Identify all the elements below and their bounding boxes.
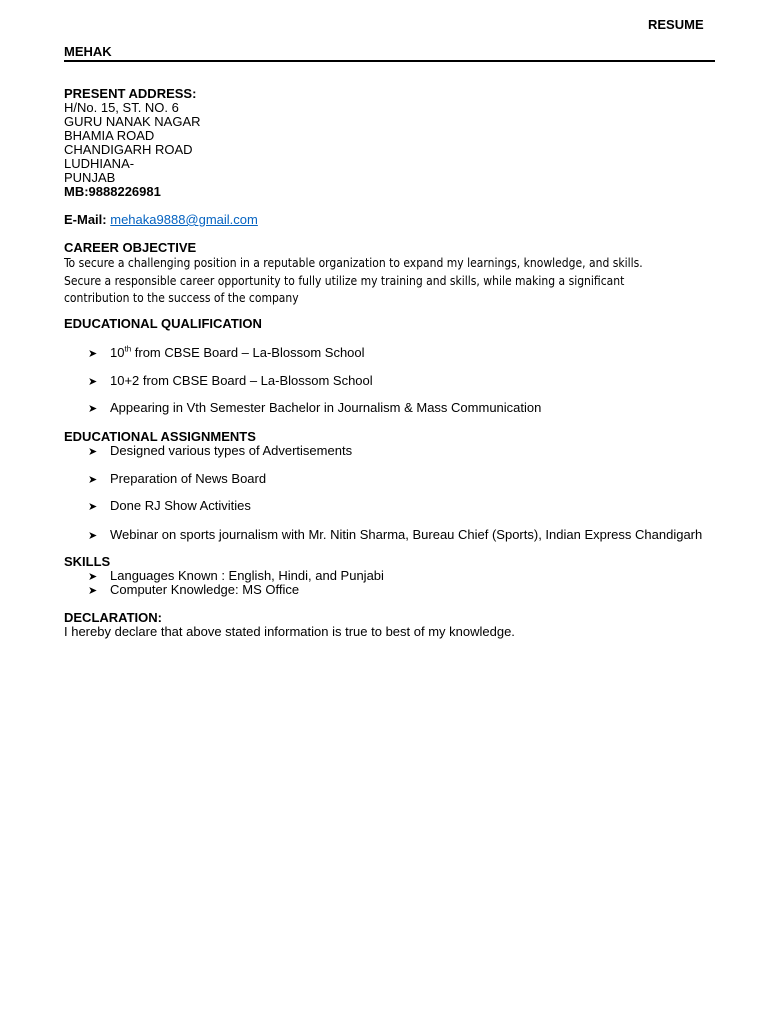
skill-item: ➤ Languages Known : English, Hindi, and Punjabi — [88, 568, 384, 583]
education-item: ➤ 10+2 from CBSE Board – La-Blossom School — [88, 373, 373, 388]
assignments-heading: EDUCATIONAL ASSIGNMENTS — [64, 429, 256, 444]
arrowhead-bullet-icon: ➤ — [88, 585, 98, 597]
address-line: CHANDIGARH ROAD — [64, 142, 193, 157]
candidate-name: MEHAK — [64, 44, 112, 59]
arrowhead-bullet-icon: ➤ — [88, 446, 98, 458]
declaration-heading: DECLARATION: — [64, 610, 162, 625]
skill-item: ➤ Computer Knowledge: MS Office — [88, 582, 300, 597]
assignment-item: ➤ Preparation of News Board — [88, 471, 267, 486]
education-heading: EDUCATIONAL QUALIFICATION — [64, 316, 262, 331]
career-objective-text — [64, 255, 714, 308]
mobile-number: MB:9888226981 — [64, 184, 161, 199]
education-item: ➤ 10th from CBSE Board – La-Blossom School — [88, 344, 365, 360]
arrowhead-bullet-icon: ➤ — [88, 474, 98, 486]
address-line: GURU NANAK NAGAR — [64, 114, 201, 129]
arrowhead-bullet-icon: ➤ — [88, 571, 98, 583]
address-line: H/No. 15, ST. NO. 6 — [64, 100, 179, 115]
assignment-item: ➤ Done RJ Show Activities — [88, 498, 251, 513]
address-block — [64, 87, 201, 199]
email-label: E-Mail: — [64, 212, 107, 227]
email-link[interactable]: mehaka9888@gmail.com — [110, 212, 258, 227]
objective-line: contribution to the success of the company — [64, 291, 299, 305]
arrowhead-bullet-icon: ➤ — [88, 376, 98, 388]
header-rule — [64, 60, 715, 62]
assignment-item: ➤ Designed various types of Advertisements — [88, 443, 353, 458]
education-item: ➤ Appearing in Vth Semester Bachelor in Journalism & Mass Communication — [88, 400, 542, 415]
objective-line: To secure a challenging position in a reputable organization to expand my learnings, knowledge, and skills. — [64, 256, 643, 270]
address-line: LUDHIANA- — [64, 156, 135, 171]
career-heading: CAREER OBJECTIVE — [64, 240, 197, 255]
arrowhead-bullet-icon: ➤ — [88, 403, 98, 415]
skills-heading: SKILLS — [64, 554, 111, 569]
assignment-item: ➤ Webinar on sports journalism with Mr. Nitin Sharma, Bureau Chief (Sports), Indian Express Chandigarh — [88, 527, 703, 542]
objective-line: Secure a responsible career opportunity to fully utilize my training and skills, while making a significant — [64, 273, 625, 288]
address-heading: PRESENT ADDRESS: — [64, 86, 197, 101]
address-line: PUNJAB — [64, 170, 116, 185]
address-line: BHAMIA ROAD — [64, 128, 155, 143]
resume-title: RESUME — [648, 17, 704, 32]
email-row — [64, 213, 258, 227]
arrowhead-bullet-icon: ➤ — [88, 530, 98, 542]
arrowhead-bullet-icon: ➤ — [88, 501, 98, 513]
arrowhead-bullet-icon: ➤ — [88, 348, 98, 360]
declaration-text: I hereby declare that above stated information is true to best of my knowledge. — [64, 624, 515, 639]
